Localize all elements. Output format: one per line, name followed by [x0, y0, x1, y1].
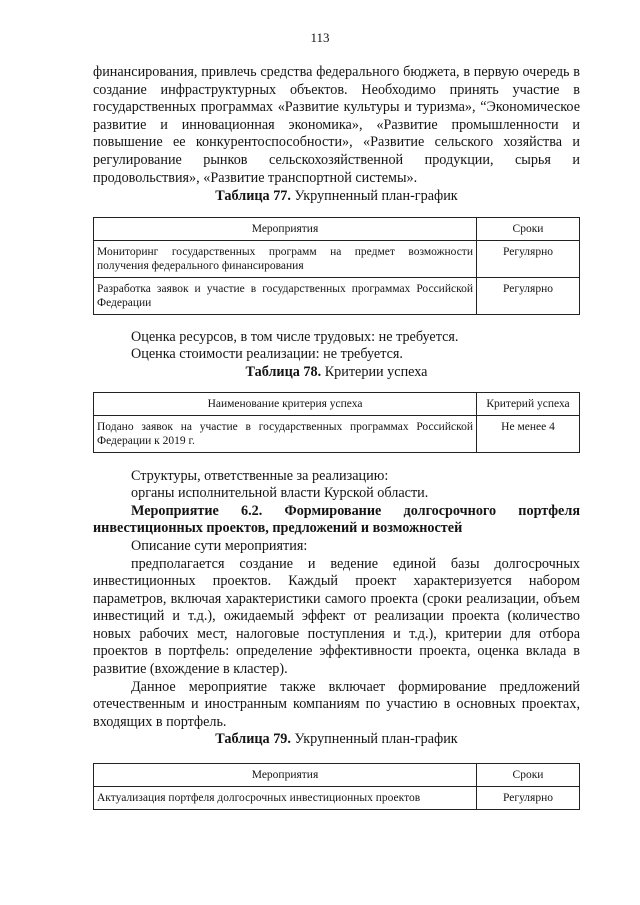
table-77-caption	[93, 188, 580, 206]
description-paragraph: предполагается создание и ведение единой базы долгосрочных инвестиционных проектов. Каждый проект характеризуется набором параметров, включая характеристики самого проекта (сроки реализации, объем инвестиций и т.д.), ожидаемый эффект от реализации проекта (количество новых рабочих мест, налоговые поступления и т.д.), критерии для отбора проектов в портфель: определение эффективности проекта, оценка вклада в развитие (вхождение в кластер).	[93, 555, 580, 678]
table-77-label: Таблица 77.	[215, 188, 291, 205]
table-header-row	[94, 392, 580, 415]
table-77-row-2-term: Регулярно	[477, 277, 580, 314]
table-79-col-events: Мероприятия	[94, 764, 477, 787]
table-78-label: Таблица 78.	[245, 363, 322, 380]
table-header-row	[94, 764, 580, 787]
structures-label: Структуры, ответственные за реализацию:	[131, 467, 389, 484]
table-79	[93, 763, 580, 810]
table-78-col-criterion: Наименование критерия успеха	[94, 392, 477, 415]
table-77-col-terms: Сроки	[477, 217, 580, 240]
table-row	[94, 277, 580, 314]
table-77-title: Укрупненный план-график	[294, 188, 458, 205]
page-number: 113	[310, 30, 330, 45]
table-77-row-2-event: Разработка заявок и участие в государственных программах Российской Федерации	[94, 277, 477, 314]
page-content	[93, 64, 580, 810]
table-79-title: Укрупненный план-график	[294, 731, 458, 748]
table-77-row-1-event: Мониторинг государственных программ на предмет возможности получения федерального финансирования	[94, 240, 477, 277]
cost-estimate: Оценка стоимости реализации: не требуется.	[131, 346, 403, 363]
table-77-row-1-term: Регулярно	[477, 240, 580, 277]
table-row	[94, 787, 580, 810]
table-79-row-1-term: Регулярно	[477, 787, 580, 810]
table-77	[93, 217, 580, 315]
table-78-caption	[93, 364, 580, 382]
resource-estimate: Оценка ресурсов, в том числе трудовых: не требуется.	[131, 328, 459, 345]
intro-paragraph: финансирования, привлечь средства федерального бюджета, в первую очередь в создание инфраструктурных объектов. Необходимо принять участие в государственных программах «Развитие культуры и туризма», “Экономическое развитие и инновационная экономика», «Развитие промышленности и повышение ее конкурентоспособности», «Развитие сельского хозяйства и регулирование рынков сельскохозяйственной продукции, сырья и продовольствия», «Развитие транспортной системы».	[93, 64, 580, 186]
table-78-col-value: Критерий успеха	[477, 392, 580, 415]
table-79-col-terms: Сроки	[477, 764, 580, 787]
table-79-caption	[93, 731, 580, 749]
table-header-row	[94, 217, 580, 240]
additional-paragraph: Данное мероприятие также включает формирование предложений отечественным и иностранным компаниям по участию в основных проектах, входящих в портфель.	[93, 678, 580, 730]
table-78-title: Критерии успеха	[324, 363, 428, 380]
table-78-row-1-criterion: Подано заявок на участие в государственных программах Российской Федерации к 2019 г.	[94, 415, 477, 452]
table-row	[94, 415, 580, 452]
table-78-row-1-value: Не менее 4	[477, 415, 580, 452]
description-label: Описание сути мероприятия:	[131, 537, 308, 554]
table-78	[93, 392, 580, 453]
table-77-col-events: Мероприятия	[94, 217, 477, 240]
table-79-row-1-event: Актуализация портфеля долгосрочных инвестиционных проектов	[94, 787, 477, 810]
measure-heading: Мероприятие 6.2. Формирование долгосрочного портфеля инвестиционных проектов, предложений и возможностей	[93, 502, 580, 537]
table-79-label: Таблица 79.	[215, 731, 291, 748]
structures-value: органы исполнительной власти Курской области.	[131, 485, 429, 502]
table-row	[94, 240, 580, 277]
